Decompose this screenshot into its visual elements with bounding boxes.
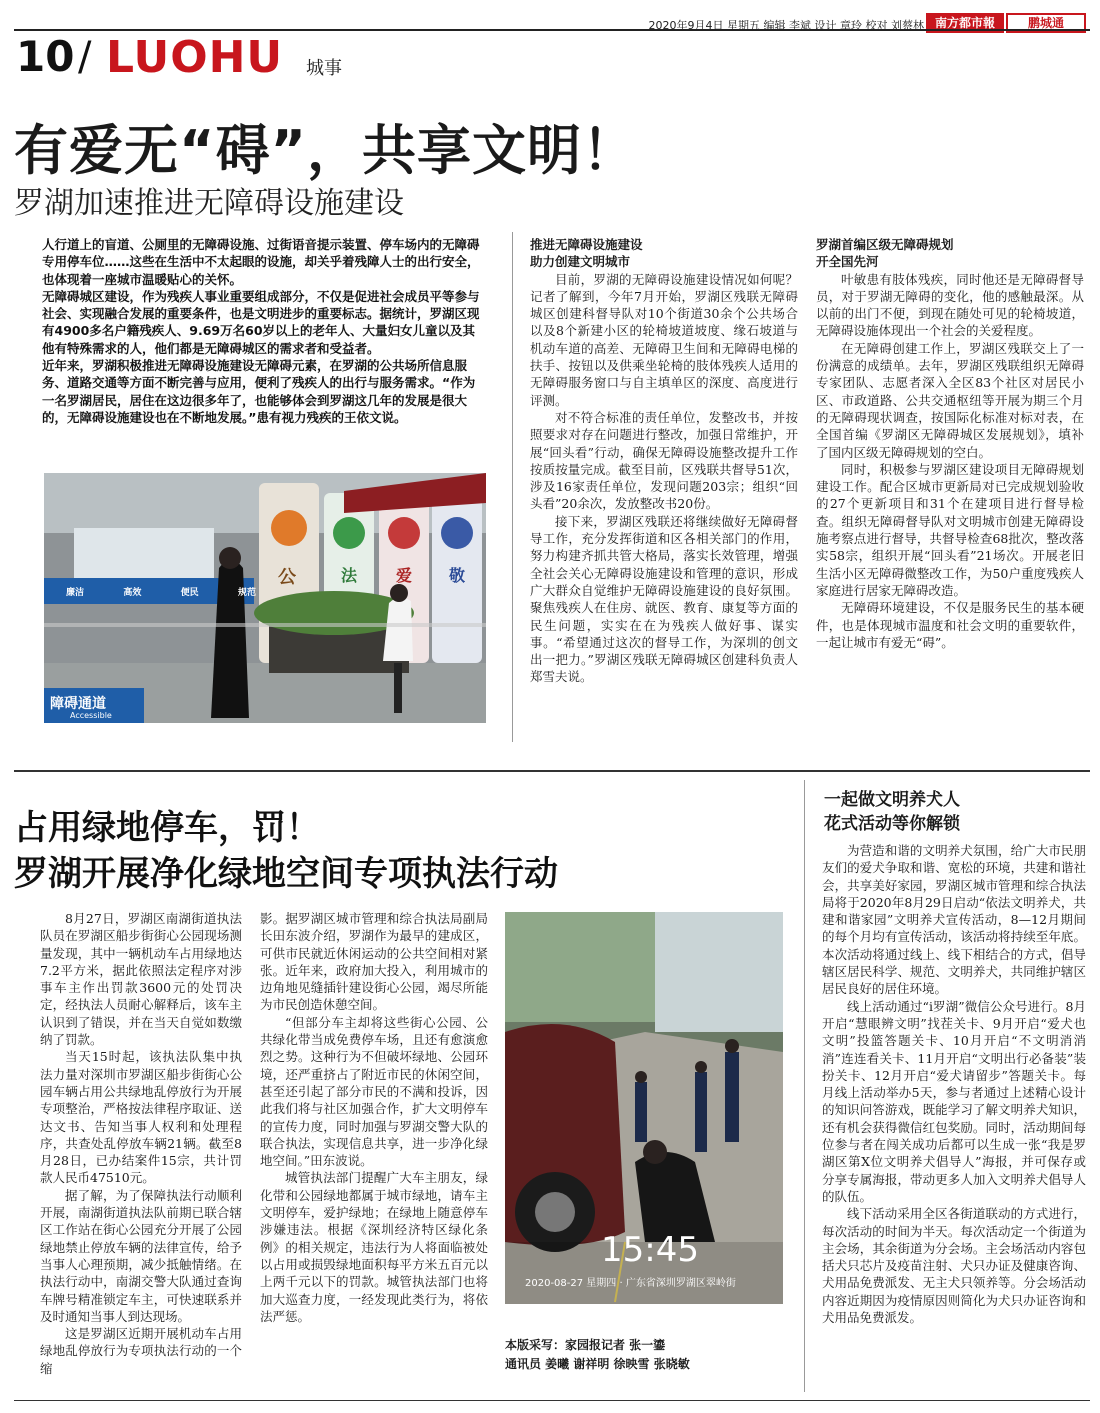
date-editor-line: 2020年9月4日 星期五 编辑 李斌 设计 章玲 校对 刘蔡林 bbox=[648, 19, 924, 32]
article1-headline: 有爱无“碍”，共享文明！ bbox=[14, 119, 637, 182]
sign-char: 敬 bbox=[449, 566, 466, 585]
article1-photo bbox=[44, 473, 486, 723]
paragraph: 线上活动通过“i罗湖”微信公众号进行。8月开启“慧眼辨文明”找茬关卡、9月开启“爱犬也文明”投篮答题关卡、10月开启“不文明消消消”连连看关卡、11月开启“文明出行必备装”装扮关卡、12月开启“爱犬请留步”答题关卡。每月线上活动举办5天，参与者通过上述精心设计的知识问答游戏，既能学习了解文明养犬知识，还有机会获得微信红包奖励。同时，活动期间每位参与者在闯关成功后都可以生成一张“我是罗湖区第X位文明养犬倡导人”海报，并可保存或分享专属海报，带动更多人加入文明养犬倡导人的队伍。 bbox=[822, 998, 1086, 1204]
masthead-rule bbox=[14, 29, 1090, 31]
headline-line: 一起做文明养犬人 bbox=[824, 790, 960, 810]
paragraph: 线下活动采用全区各街道联动的方式进行，每次活动的时间为半天。每次活动定一个街道为主会场，其余街道为分会场。主会场活动内容包括犬只芯片及疫苗注射、犬只办证及健康咨询、犬用品免费派发、无主犬只领养等。分会场活动内容近期因为疫情原因则简化为犬只办证咨询和犬用品免费派发。 bbox=[822, 1206, 1086, 1326]
headline-line: 花式活动等你解锁 bbox=[824, 814, 960, 834]
column2-subheading: 推进无障碍设施建设 bbox=[530, 237, 643, 252]
article1-column3 bbox=[816, 236, 1084, 741]
page-number: 10 bbox=[16, 32, 75, 81]
lead-paragraph: 近年来，罗湖积极推进无障碍设施建设无障碍元素，在罗湖的公共场所信息服务、道路交通等方面不断完善与应用，便利了残疾人的出行与服务需求。“作为一名罗湖居民，居住在这边很多年了，也能够体会到罗湖这几年的发展是很大的，无障碍设施建设也在不断地发展。”患有视力残疾的王依文说。 bbox=[42, 358, 476, 425]
paragraph: 这是罗湖区近期开展机动车占用绿地乱停放行为专项执法行动的一个缩 bbox=[40, 1326, 242, 1376]
paragraph: 接下来，罗湖区残联还将继续做好无障碍督导工作，充分发挥街道和区各相关部门的作用，努力构建齐抓共管大格局，落实长效管理，增强全社会关心无障碍设施建设和管理的意识，形成广大群众自觉维护无障碍设施建设的良好氛围。聚焦残疾人在住房、就医、教育、康复等方面的民生问题，实实在在为残疾人做好事、谋实事。“希望通过这次的督导工作，为深圳的创文出一把力。”罗湖区残联无障碍城区创建科负责人郑雪夫说。 bbox=[530, 513, 798, 685]
paragraph: 当天15时起，该执法队集中执法力量对深圳市罗湖区船步街街心公园车辆占用公共绿地乱停放行为开展专项整治，严格按法律程序取证、送达文书、告知当事人权利和处理程序，共查处乱停放车辆21辆。截至8月28日，已办结案件15宗，共计罚款人民币47510元。 bbox=[40, 1049, 242, 1186]
accessible-sign-en: Accessible bbox=[70, 711, 112, 720]
section-rule bbox=[14, 770, 1090, 772]
sign-char: 公 bbox=[278, 567, 296, 588]
lead-paragraph: 无障碍城区建设，作为残疾人事业重要组成部分，不仅是促进社会成员平等参与社会、实现融合发展的重要条件，也是文明进步的重要标志。据统计，罗湖区现有4900多名户籍残疾人、9.69万名60岁以上的老年人、大量妇女儿童以及其他有特殊需求的人，他们都是无障碍城区的需求者和受益者。 bbox=[42, 288, 480, 356]
article2-subheadline: 罗湖开展净化绿地空间专项执法行动 bbox=[14, 854, 558, 894]
article3-headline bbox=[824, 788, 960, 836]
paragraph: 同时，积极参与罗湖区建设项目无障碍规划建设工作。配合区城市更新局对已完成规划验收的27个更新项目和31个在建项目进行督导检查。组织无障碍督导队对文明城市创建无障碍设施考察点进行督导，共督导检查68批次，整改落实58宗，组织开展“回头看”21场次。开展老旧生活小区无障碍微整改工作，为50户重度残疾人家庭进行居家无障碍改造。 bbox=[816, 461, 1084, 598]
photo-signboard bbox=[66, 585, 256, 598]
accessible-sign-text: 障碍通道 bbox=[50, 696, 106, 712]
paragraph: 城管执法部门提醒广大车主朋友，绿化带和公园绿地都属于城市绿地，请车主文明停车，爱护绿地；在绿地上随意停车涉嫌违法。根据《深圳经济特区绿化条例》的相关规定，违法行为人将面临被处以占用或损毁绿地面积每平方米五百元以上两千元以下的罚款。城管执法部门也将加大巡查力度，一经发现此类行为，将依法严惩。 bbox=[260, 1170, 488, 1324]
article-credits bbox=[505, 1336, 783, 1374]
column-divider bbox=[804, 780, 805, 1392]
paragraph: 无障碍环境建设，不仅是服务民生的基本硬件，也是体现城市温度和社会文明的重要软件，一起让城市有爱无“碍”。 bbox=[816, 600, 1084, 650]
credit-line: 本版采写：家园报记者 张一鎏 bbox=[505, 1338, 666, 1352]
paragraph: 据了解，为了保障执法行动顺利开展，南湖街道执法队前期已联合辖区工作站在街心公园充分开展了公园绿地禁止停放车辆的法律宣传，给予当事人心理预期，减少抵触情绪。在执法行动中，南湖交警大队通过查询车牌号精准锁定车主，可快速联系并及时通知当事人到达现场。 bbox=[40, 1187, 242, 1324]
article3-body bbox=[822, 842, 1086, 1390]
paragraph: “但部分车主却将这些街心公园、公共绿化带当成免费停车场，且还有愈演愈烈之势。这种行为不但破坏绿地、公园环境，还严重挤占了附近市民的休闲空间，甚至还引起了部分市民的不满和投诉，因此我们将与社区加强合作，扩大文明停车的宣传力度，同时加强与罗湖交警大队的联合执法，实现信息共享，进一步净化绿地空间。”田东波说。 bbox=[260, 1014, 488, 1169]
article2-column1 bbox=[40, 910, 242, 1382]
paragraph: 目前，罗湖的无障碍设施建设情况如何呢？记者了解到，今年7月开始，罗湖区残联无障碍城区创建科督导队对10个街道30余个公共场合以及8个新建小区的轮椅坡道坡度、缘石坡道与机动车道的高差、无障碍卫生间和无障碍电梯的扶手、按钮以及供乘坐轮椅的肢体残疾人适用的无障碍服务窗口与自主填单区的深度、高度进行评测。 bbox=[530, 271, 798, 408]
brand-logo: 南方都市報 bbox=[926, 13, 1004, 33]
column3-subheading: 开全国先河 bbox=[816, 254, 879, 270]
article1-column2 bbox=[530, 236, 798, 741]
sign-char: 法 bbox=[341, 566, 358, 585]
paragraph: 在无障碍创建工作上，罗湖区残联交上了一份满意的成绩单。去年，罗湖区残联组织无障碍专家团队、志愿者深入全区83个社区对居民小区、市政道路、公共交通枢纽等开展为期三个月的无障碍现状调查，按国际化标准对标对表，在全国首编《罗湖区无障碍城区发展规划》，填补了国内区级无障碍规划的空白。 bbox=[816, 340, 1084, 460]
article2-column2 bbox=[260, 910, 488, 1382]
column2-subheading: 助力创建文明城市 bbox=[530, 254, 631, 270]
article1-subheadline: 罗湖加速推进无障碍设施建设 bbox=[14, 186, 404, 221]
sign-text: 便民 bbox=[180, 588, 199, 598]
slash-divider: / bbox=[78, 34, 92, 80]
paragraph: 叶敏患有肢体残疾，同时他还是无障碍督导员，对于罗湖无障碍的变化，他的感触最深。从以前的出门不便，到现在随处可见的轮椅坡道，无障碍设施体现出一个社会的关爱程度。 bbox=[816, 271, 1084, 339]
paragraph: 为营造和谐的文明养犬氛围，给广大市民朋友们的爱犬争取和谐、宽松的环境，共建和谐社会，共享美好家园，罗湖区城市管理和综合执法局将于2020年8月29日启动“依法文明养犬，共建和谐家园”文明养犬宣传活动，8—12月期间的每个月均有宣传活动，该活动将持续至年底。本次活动将通过线上、线下相结合的方式，倡导辖区居民科学、规范、文明养犬，共同维护辖区居民良好的居住环境。 bbox=[822, 843, 1086, 997]
brand-sub-logo: 鹏城通 bbox=[1006, 13, 1086, 33]
inspection-scene-illustration bbox=[44, 473, 486, 723]
sign-text: 规范 bbox=[237, 588, 256, 598]
column-name: 城事 bbox=[306, 58, 342, 79]
article1-lead bbox=[42, 236, 486, 426]
paragraph: 影。据罗湖区城市管理和综合执法局副局长田东波介绍，罗湖作为最早的建成区，可供市民就近休闲运动的公共空间相对紧张。近年来，政府加大投入，利用城市的边角地见缝插针建设街心公园，竭尽所能为市民创造休憩空间。 bbox=[260, 911, 488, 1013]
photo-date-location-stamp: 2020-08-27 星期四 · 广东省深圳罗湖区翠岭街 bbox=[525, 1278, 736, 1289]
sign-text: 高效 bbox=[123, 588, 142, 598]
sign-text: 廉洁 bbox=[66, 588, 85, 598]
sign-char: 爱 bbox=[396, 566, 413, 585]
bottom-rule bbox=[14, 1400, 1090, 1401]
paragraph: 8月27日，罗湖区南湖街道执法队员在罗湖区船步街街心公园现场测量发现，其中一辆机动车占用绿地达7.2平方米，据此依照法定程序对涉事车主作出罚款3600元的处罚决定，经执法人员耐心解释后，该车主认识到了错误，并在当天自觉如数缴纳了罚款。 bbox=[40, 911, 242, 1048]
lead-paragraph: 人行道上的盲道、公厕里的无障碍设施、过街语音提示装置、停车场内的无障碍专用停车位……这些在生活中不太起眼的设施，却关乎着残障人士的出行安全，也体现着一座城市温暖贴心的关怀。 bbox=[42, 237, 480, 287]
article2-photo bbox=[505, 912, 783, 1304]
section-title: LUOHU bbox=[106, 32, 284, 83]
column-divider bbox=[512, 232, 513, 742]
column3-subheading: 罗湖首编区级无障碍规划 bbox=[816, 237, 954, 252]
paragraph: 对不符合标准的责任单位，发整改书，并按照要求对存在问题进行整改，加强日常维护，开展“回头看”行动，确保无障碍设施整改提升工作按质按量完成。截至目前，区残联共督导51次，涉及16家责任单位，发现问题203宗；组织“回头看”20余次，发放整改书20份。 bbox=[530, 409, 798, 512]
credit-line: 通讯员 姜曦 谢祥明 徐映雪 张晓敏 bbox=[505, 1357, 690, 1371]
article2-headline: 占用绿地停车，罚！ bbox=[14, 808, 320, 848]
photo-time-stamp: 15:45 bbox=[601, 1230, 699, 1270]
